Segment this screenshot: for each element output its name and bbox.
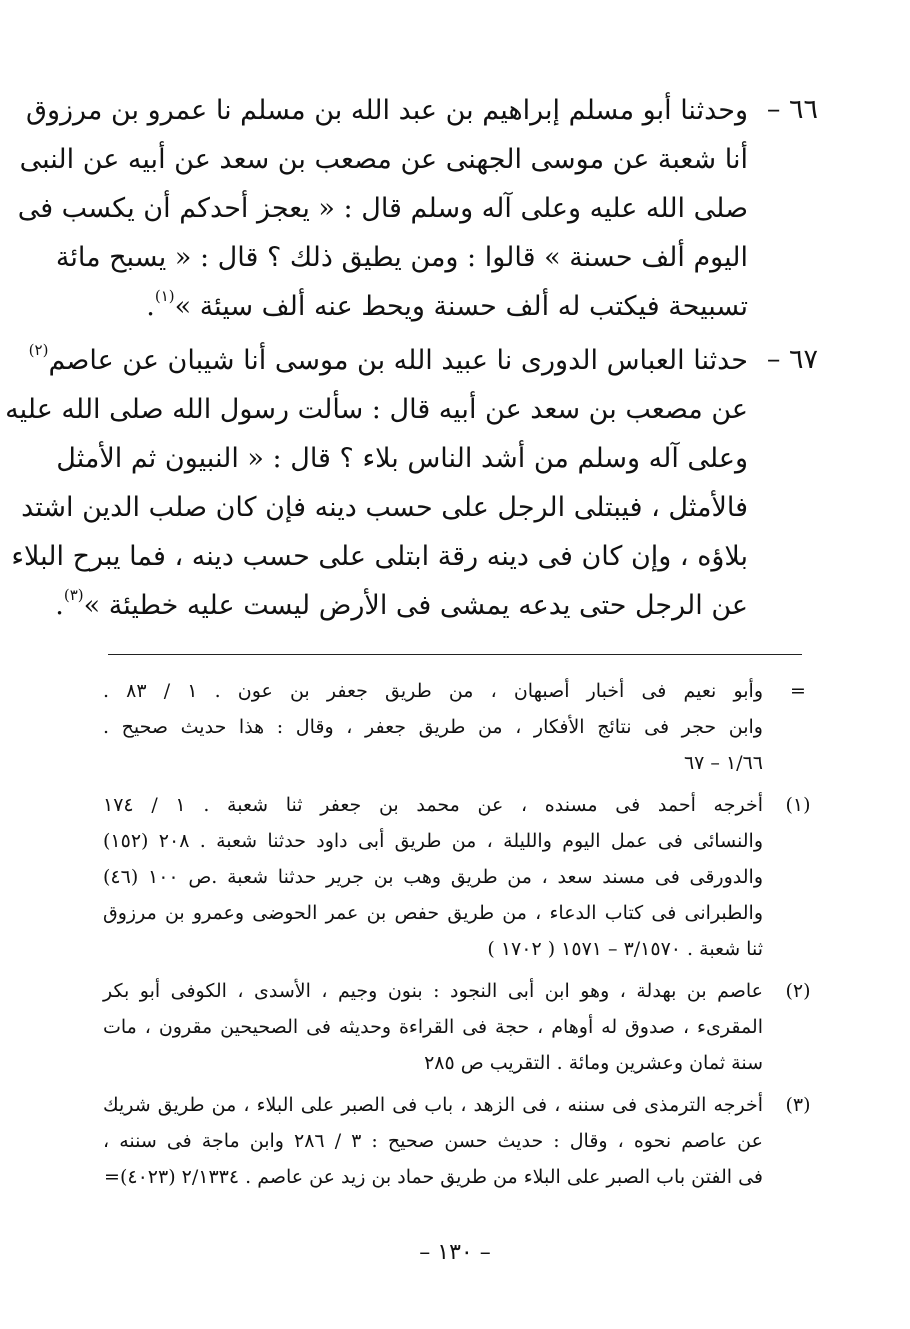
footnote-mark: = — [790, 680, 806, 702]
footnote-line: والطبرانى فى كتاب الدعاء ، من طريق حفص بن عمر الحوضى وعمرو بن مرزوق — [103, 902, 763, 924]
text-line: وحدثنا أبو مسلم إبراهيم بن عبد الله بن مسلم نا عمرو بن مرزوق — [26, 95, 748, 126]
footnote-line: أخرجه أحمد فى مسنده ، عن محمد بن جعفر ثنا شعبة . ١ / ١٧٤ — [103, 794, 763, 816]
footnote-line: أخرجه الترمذى فى سننه ، فى الزهد ، باب فى الصبر على البلاء ، من طريق شريك — [103, 1094, 763, 1116]
text-line — [118, 282, 748, 331]
text-line: بلاؤه ، وإن كان فى دينه رقة ابتلى على حسب دينه ، فما يبرح البلاء — [11, 541, 748, 572]
footnote-3 — [103, 1087, 818, 1195]
footnote-line: والنسائى فى عمل اليوم والليلة ، من طريق أبى داود حدثنا شعبة . ٢٠٨ (١٥٢) — [103, 830, 763, 852]
full-stop: . — [146, 291, 155, 322]
footnote-1 — [103, 787, 818, 967]
footnote-line: والدورقى فى مسند سعد ، من طريق وهب بن جرير حدثنا شعبة .ص ١٠٠ (٤٦) — [103, 866, 763, 888]
hadith-66 — [17, 86, 818, 331]
text-line: عن مصعب بن سعد عن أبيه قال : سألت رسول الله صلى الله عليه — [5, 394, 748, 425]
footnote-text — [103, 673, 763, 781]
text-line — [28, 336, 748, 385]
text-line: أنا شعبة عن موسى الجهنى عن مصعب بن سعد عن أبيه عن النبى — [19, 144, 748, 175]
text-line: اليوم ألف حسنة » قالوا : ومن يطيق ذلك ؟ قال : « يسبح مائة — [55, 242, 748, 273]
footnote-line: عاصم بن بهدلة ، وهو ابن أبى النجود : بنون وجيم ، الأسدى ، الكوفى أبو بكر — [103, 980, 763, 1002]
text-line: وعلى آله وسلم من أشد الناس بلاء ؟ قال : « النبيون ثم الأمثل — [56, 443, 748, 474]
footnote-line: وابن حجر فى نتائج الأفكار ، من طريق جعفر ، وقال : هذا حديث صحيح . — [103, 716, 763, 738]
footnote-2 — [103, 973, 818, 1081]
text-line: صلى الله عليه وعلى آله وسلم قال : « يعجز أحدكم أن يكسب فى — [17, 193, 748, 224]
footnote-mark: (١) — [785, 794, 811, 816]
footnote-line: ١/٦٦ – ٦٧ — [683, 752, 763, 774]
text-fragment: عن الرجل حتى يدعه يمشى فى الأرض ليست عليه خطيئة » — [83, 590, 748, 621]
footnote-continuation — [103, 673, 818, 781]
text-fragment: تسبيحة فيكتب له ألف حسنة ويحط عنه ألف سيئة » — [174, 291, 748, 322]
footnote-text — [103, 973, 763, 1081]
footnote-ref: (٢) — [28, 341, 49, 359]
footnote-ref: (٣) — [63, 586, 84, 604]
hadith-number: ٦٧ – — [766, 344, 818, 375]
hadith-number: ٦٦ – — [766, 94, 818, 125]
text-line — [55, 581, 748, 630]
footnote-ref: (١) — [154, 287, 175, 305]
footnote-line: ثنا شعبة . ٣/١٥٧٠ – ١٥٧١ ( ١٧٠٢ ) — [487, 938, 763, 960]
hadith-text — [5, 336, 748, 630]
page-number: – ١٣٠ – — [419, 1240, 491, 1265]
footnote-line: فى الفتن باب الصبر على البلاء من طريق حماد بن زيد عن عاصم . ٢/١٣٣٤ (٤٠٢٣)= — [104, 1166, 763, 1188]
footnote-text — [103, 1087, 763, 1195]
text-fragment: حدثنا العباس الدورى نا عبيد الله بن موسى أنا شيبان عن عاصم — [48, 345, 748, 376]
footnote-text — [103, 787, 763, 967]
footnote-mark: (٣) — [785, 1094, 811, 1116]
footnote-line: المقرىء ، صدوق له أوهام ، حجة فى القراءة وحديثه فى الصحيحين مقرون ، مات — [103, 1016, 763, 1038]
footnotes — [103, 673, 818, 1201]
text-line: فالأمثل ، فيبتلى الرجل على حسب دينه فإن كان صلب الدين اشتد — [21, 492, 748, 523]
footnote-line: وأبو نعيم فى أخبار أصبهان ، من طريق جعفر بن عون . ١ / ٨٣ . — [103, 680, 763, 702]
footnote-mark: (٢) — [785, 980, 811, 1002]
full-stop: . — [55, 590, 64, 621]
footnote-line: سنة ثمان وعشرين ومائة . التقريب ص ٢٨٥ — [424, 1052, 763, 1074]
hadith-text — [17, 86, 748, 331]
footnote-line: عن عاصم نحوه ، وقال : حديث حسن صحيح : ٣ / ٢٨٦ وابن ماجة فى سننه ، — [103, 1130, 763, 1152]
hadith-67 — [5, 336, 818, 630]
footnote-separator — [108, 654, 802, 655]
